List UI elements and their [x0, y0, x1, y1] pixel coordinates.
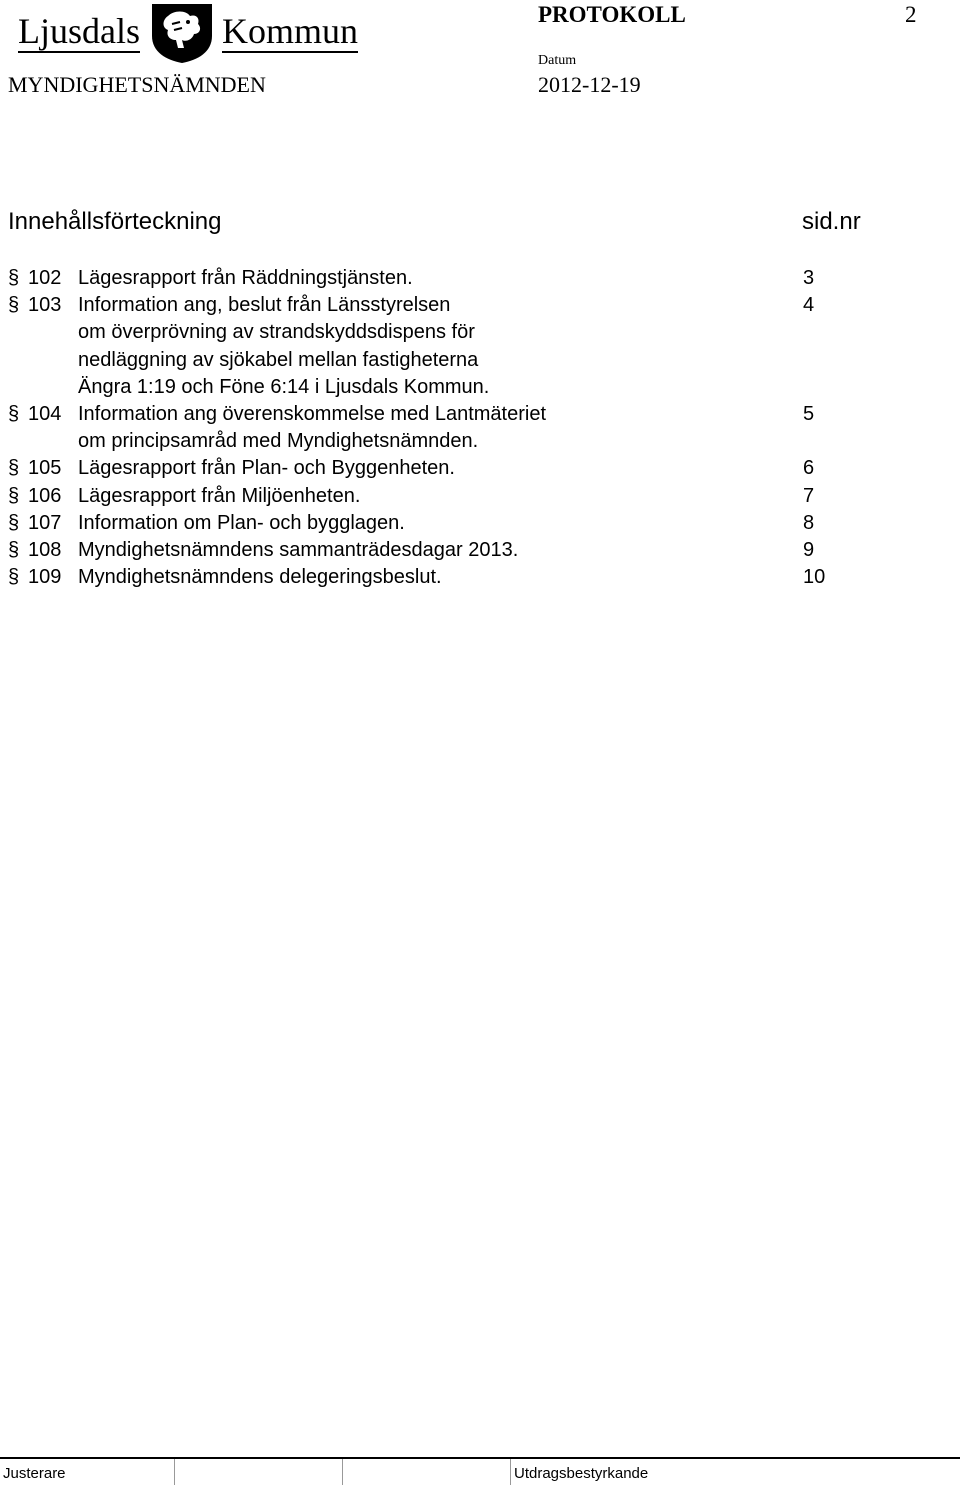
document-type: PROTOKOLL: [538, 2, 686, 27]
toc-entry: [8, 292, 948, 401]
toc-entry-page: 5: [803, 403, 815, 426]
section-sign: §: [8, 566, 20, 589]
toc-entry-number: 109: [28, 566, 62, 589]
section-sign: §: [8, 294, 20, 317]
toc-entry-title-line: Lägesrapport från Plan- och Byggenheten.: [78, 457, 455, 480]
footer-justerare: Justerare: [0, 1459, 175, 1485]
toc-entry-page: 9: [803, 539, 815, 562]
section-sign: §: [8, 484, 20, 507]
toc-entry-title: [78, 455, 778, 482]
section-sign: §: [8, 403, 20, 426]
toc-page-heading: sid.nr: [802, 208, 861, 235]
toc-entry-page: 6: [803, 457, 815, 480]
toc-entry: [8, 537, 948, 564]
toc-entry-title: [78, 401, 778, 455]
toc-entry-title-line: Information ang, beslut från Länsstyrelsen: [78, 294, 451, 317]
toc-entry-title-line: om överprövning av strandskyddsdispens för: [78, 321, 475, 344]
toc-entry-title: [78, 292, 778, 401]
toc-list: [8, 265, 948, 591]
date-value: 2012-12-19: [538, 72, 641, 97]
organization-name: MYNDIGHETSNÄMNDEN: [8, 72, 266, 97]
toc-entry-title-line: Myndighetsnämndens delegeringsbeslut.: [78, 566, 442, 589]
toc-heading: Innehållsförteckning: [8, 208, 222, 235]
date-label: Datum: [538, 53, 577, 68]
toc-entry-number: 103: [28, 294, 62, 317]
toc-entry-title: [78, 564, 778, 591]
logo-word-right: Kommun: [222, 11, 359, 51]
toc-entry-title-line: om principsamråd med Myndighetsnämnden.: [78, 430, 479, 453]
toc-entry-page: 3: [803, 267, 815, 289]
toc-entry-title-line: nedläggning av sjökabel mellan fastigheterna: [78, 348, 479, 371]
toc-entry-title: [78, 510, 778, 537]
toc-entry-number: 105: [28, 457, 62, 480]
toc-entry-number: 107: [28, 511, 62, 534]
coat-of-arms-icon: [150, 2, 214, 64]
toc-entry: [8, 564, 948, 591]
toc-entry-title-line: Myndighetsnämndens sammanträdesdagar 2013.: [78, 539, 519, 562]
toc-entry-page: 7: [803, 484, 815, 507]
toc-entry-page: 8: [803, 511, 815, 534]
toc-entry-page: 4: [803, 294, 815, 317]
toc-entry-title: [78, 537, 778, 564]
toc-entry-number: 108: [28, 539, 62, 562]
section-sign: §: [8, 267, 20, 289]
toc-entry: [8, 455, 948, 482]
section-sign: §: [8, 539, 20, 562]
toc-entry-title: [78, 265, 778, 292]
toc-entry-title-line: Lägesrapport från Räddningstjänsten.: [78, 267, 413, 289]
toc-entry-page: 10: [803, 566, 826, 589]
footer-sign-cell-1: [175, 1459, 343, 1485]
toc-entry-title-line: Ängra 1:19 och Föne 6:14 i Ljusdals Kommun.: [78, 375, 490, 398]
footer-sign-cell-2: [343, 1459, 511, 1485]
section-sign: §: [8, 457, 20, 480]
toc-entry-title-line: Information ang överenskommelse med Lantmäteriet: [78, 403, 547, 426]
section-sign: §: [8, 511, 20, 534]
toc-entry-title-line: Information om Plan- och bygglagen.: [78, 511, 405, 534]
toc-entry: [8, 401, 948, 455]
page-number: 2: [905, 2, 917, 27]
toc-entry: [8, 483, 948, 510]
toc-entry: [8, 265, 948, 292]
toc-entry-title: [78, 483, 778, 510]
toc-entry-title-line: Lägesrapport från Miljöenheten.: [78, 484, 361, 507]
logo-word-left: Ljusdals: [18, 11, 140, 51]
toc-entry: [8, 510, 948, 537]
toc-entry-number: 106: [28, 484, 62, 507]
footer: [0, 1457, 960, 1485]
toc-entry-number: 102: [28, 267, 62, 289]
toc-entry-number: 104: [28, 403, 62, 426]
municipality-logo: [18, 2, 358, 64]
footer-utdragsbestyrkande: Utdragsbestyrkande: [514, 1465, 649, 1482]
